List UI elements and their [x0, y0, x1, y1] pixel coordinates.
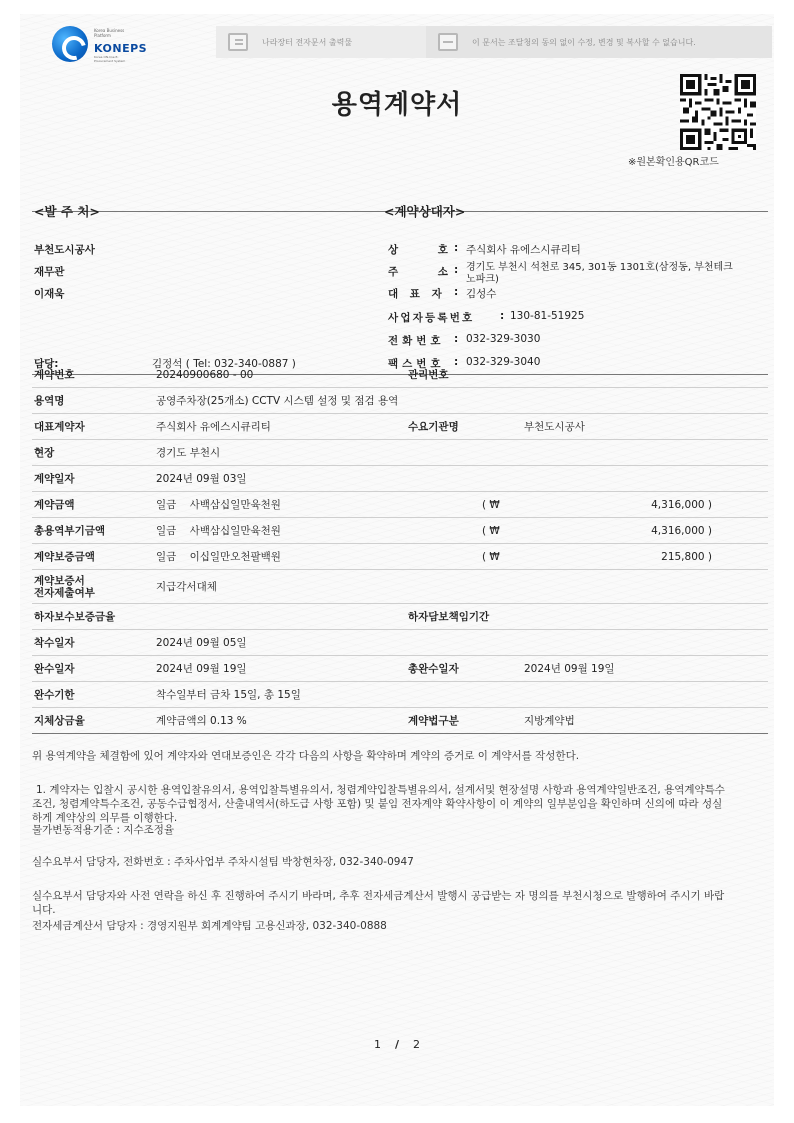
- table-row: [32, 518, 768, 544]
- colon: :: [454, 242, 459, 254]
- invoice-note-line2: 니다.: [32, 904, 56, 916]
- page-current: 1: [373, 1038, 381, 1051]
- law-type-label: 계약법구분: [408, 715, 459, 727]
- colon: :: [500, 310, 505, 322]
- printer-icon: [438, 33, 458, 51]
- page-indicator: [20, 1038, 774, 1051]
- contract-amount-label: 계약금액: [34, 499, 75, 511]
- guarantee-amount-korean: 일금 이십일만오천팔백원: [156, 551, 281, 563]
- contractor-address-label: 주 소: [388, 266, 448, 278]
- service-name-value: 공영주차장(25개소) CCTV 시스템 설정 및 점검 용역: [156, 395, 399, 407]
- orderer-contact-label: 담당:: [34, 358, 59, 370]
- contractor-bizno-label: 사업자등록번호: [388, 312, 475, 324]
- demand-org-label: 수요기관명: [408, 421, 459, 433]
- table-row: [32, 682, 768, 708]
- bond-label-line1: 계약보증서: [34, 575, 85, 587]
- logo-small-text: Korea Business Platform: [94, 28, 125, 38]
- koneps-logo: [52, 26, 152, 63]
- penalty-rate-label: 지체상금율: [34, 715, 85, 727]
- deadline-label: 완수기한: [34, 689, 75, 701]
- contract-date-value: 2024년 09월 03일: [156, 473, 247, 485]
- contract-no-label: 계약번호: [34, 369, 75, 381]
- total-finish-date-value: 2024년 09월 19일: [524, 663, 615, 675]
- contractor-fax: 032-329-3040: [466, 356, 541, 368]
- guarantee-amount-label: 계약보증금액: [34, 551, 95, 563]
- bond-label-line2: 전자제출여부: [34, 587, 95, 599]
- contractor-label-name: [388, 242, 464, 257]
- defect-rate-label: 하자보수보증금율: [34, 611, 116, 623]
- contract-amount-number: 4,316,000 ): [651, 499, 712, 511]
- notice-output: [216, 26, 426, 58]
- page-separator: /: [394, 1038, 400, 1051]
- orderer-org: 부천도시공사: [34, 244, 95, 256]
- service-name-label: 용역명: [34, 395, 65, 407]
- practical-contact: 실수요부서 담당자, 전화번호 : 주차사업부 주차시설팀 박창현차장, 032-340-0947: [32, 856, 414, 868]
- logo-text: KONEPS: [94, 42, 148, 55]
- clause-1-line3: 하게 계약상의 의무를 이행한다.: [32, 812, 178, 824]
- page-total: 2: [413, 1038, 421, 1051]
- colon: :: [454, 286, 459, 298]
- contract-amount-korean: 일금 사백삼십일만육천원: [156, 499, 281, 511]
- notice-copy: [426, 26, 772, 58]
- contractor-heading: <계약상대자>: [384, 204, 466, 219]
- site-label: 현장: [34, 447, 55, 459]
- penalty-rate-value: 계약금액의 0.13 %: [156, 715, 247, 727]
- contractor-phone: 032-329-3030: [466, 333, 541, 345]
- clause-1-line2: 조건, 청렴계약특수조건, 공동수급협정서, 산출내역서(하도급 사항 포함) 및 붙임 전자계약 확약사항이 이 계약의 일부분임을 확인하며 신의에 따라 성실: [32, 798, 723, 810]
- table-row: [32, 630, 768, 656]
- orderer-position: 재무관: [34, 266, 65, 278]
- intro-paragraph: 위 용역계약을 체결함에 있어 계약자와 연대보증인은 각각 다음의 사항을 확약하며 계약의 증거로 이 계약서를 작성한다.: [32, 750, 580, 762]
- total-amount-number: 4,316,000 ): [651, 525, 712, 537]
- clause-1-line1: 1. 계약자는 입찰시 공시한 용역입찰유의서, 용역입찰특별유의서, 청렴계약입찰특별유의서, 설계서및 현장설명 사항과 용역계약일반조건, 용역계약특수: [36, 784, 725, 796]
- contractor-address-cont: 노파크): [466, 274, 499, 285]
- table-row: [32, 570, 768, 604]
- total-finish-date-label: 총완수일자: [408, 663, 459, 675]
- total-amount-label: 총용역부기금액: [34, 525, 106, 537]
- contractor-ceo: 김성수: [466, 288, 497, 300]
- guarantee-amount-won: ( ₩: [482, 551, 500, 563]
- notice-copy-text: 이 문서는 조달청의 동의 없이 수정, 변경 및 복사할 수 없습니다.: [472, 37, 696, 47]
- table-row: [32, 708, 768, 734]
- table-row: [32, 656, 768, 682]
- contract-amount-won: ( ₩: [482, 499, 500, 511]
- site-value: 경기도 부천시: [156, 447, 221, 459]
- contractor-fax-label: 팩스번호: [388, 358, 445, 370]
- koneps-logo-icon: [52, 26, 88, 62]
- contract-date-label: 계약일자: [34, 473, 75, 485]
- defect-period-label: 하자담보책임기간: [408, 611, 490, 623]
- price-adjustment: 물가변동적용기준 : 지수조정율: [32, 824, 175, 836]
- rep-contractor-label: 대표계약자: [34, 421, 85, 433]
- colon: :: [454, 333, 459, 345]
- header-banner: [20, 14, 774, 70]
- mgmt-no-label: 관리번호: [408, 369, 449, 381]
- total-amount-won: ( ₩: [482, 525, 500, 537]
- notice-output-text: 나라장터 전자문서 출력물: [262, 37, 353, 47]
- contract-no-value: 20240900680 - 00: [156, 369, 254, 381]
- qr-code-icon: [680, 74, 756, 150]
- document-page: [20, 14, 774, 1106]
- deadline-value: 착수일부터 금차 15일, 총 15일: [156, 689, 301, 701]
- table-row: [32, 440, 768, 466]
- colon: :: [454, 356, 459, 368]
- law-type-value: 지방계약법: [524, 715, 575, 727]
- colon: :: [454, 264, 459, 276]
- orderer-person: 이재욱: [34, 288, 65, 300]
- orderer-contact-value: 김정석 ( Tel: 032-340-0887 ): [152, 358, 296, 370]
- finish-date-label: 완수일자: [34, 663, 75, 675]
- guarantee-amount-number: 215,800 ): [661, 551, 712, 563]
- qr-caption: ※원본확인용QR코드: [628, 157, 719, 168]
- contractor-phone-label: 전화번호: [388, 335, 445, 347]
- contractor-name: 주식회사 유에스시큐리티: [466, 244, 581, 256]
- table-row: [32, 466, 768, 492]
- table-row: [32, 492, 768, 518]
- table-row: [32, 362, 768, 388]
- table-row: [32, 604, 768, 630]
- tax-contact: 전자세금계산서 담당자 : 경영지원부 회계계약팀 고용신과장, 032-340-0888: [32, 920, 387, 932]
- logo-sub-text: Korea ON-line E-Procurement System: [94, 55, 126, 63]
- rep-contractor-value: 주식회사 유에스시큐리티: [156, 421, 271, 433]
- finish-date-value: 2024년 09월 19일: [156, 663, 247, 675]
- contractor-bizno: 130-81-51925: [510, 310, 585, 322]
- page-title: 용역계약서: [331, 90, 463, 120]
- contractor-name-label: 상 호: [388, 244, 448, 256]
- table-row: [32, 544, 768, 570]
- orderer-heading: <발 주 처>: [34, 204, 100, 219]
- total-amount-korean: 일금 사백삼십일만육천원: [156, 525, 281, 537]
- table-row: [32, 414, 768, 440]
- contractor-address: 경기도 부천시 석천로 345, 301동 1301호(삼정동, 부천테크: [466, 262, 733, 273]
- document-icon: [228, 33, 248, 51]
- demand-org-value: 부천도시공사: [524, 421, 585, 433]
- contractor-ceo-label: 대 표 자: [388, 288, 442, 300]
- start-date-label: 착수일자: [34, 637, 75, 649]
- table-row: [32, 388, 768, 414]
- bond-value: 지급각서대체: [156, 581, 217, 593]
- start-date-value: 2024년 09월 05일: [156, 637, 247, 649]
- invoice-note-line1: 실수요부서 담당자와 사전 연락을 하신 후 진행하여 주시기 바라며, 추후 전자세금계산서 발행시 공급받는 자 명의를 부천시청으로 발행하여 주시기 바랍: [32, 890, 725, 902]
